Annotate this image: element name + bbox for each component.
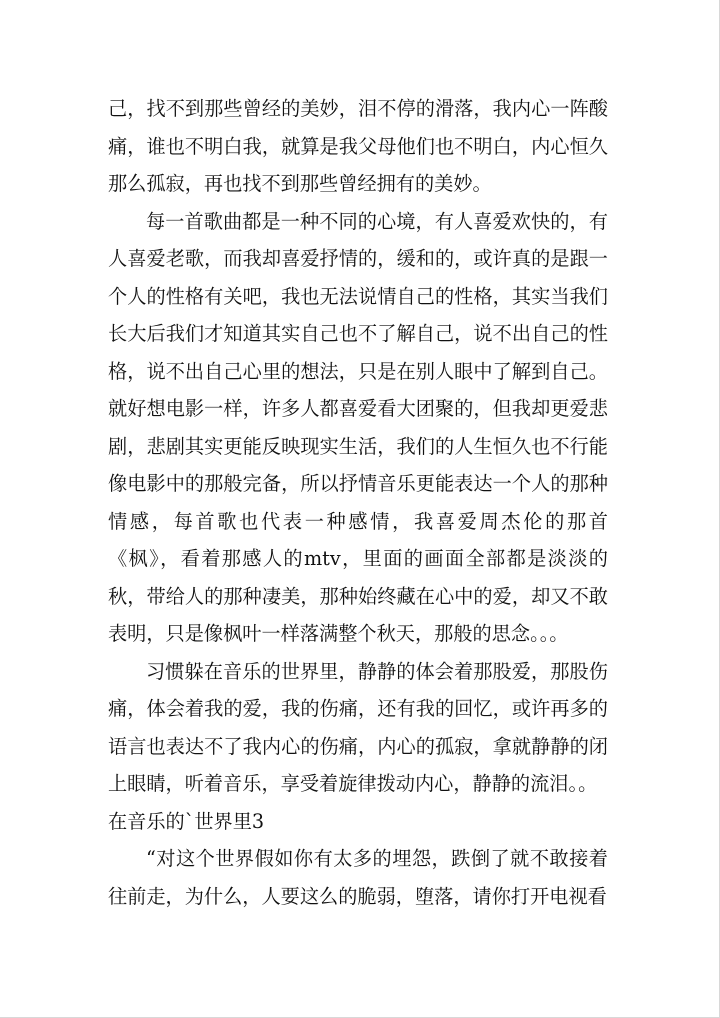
section-heading: 在音乐的`世界里3 — [108, 809, 265, 833]
document-body — [108, 90, 608, 915]
paragraph-quote: “对这个世界假如你有太多的埋怨，跌倒了就不敢接着往前走，为什么，人要这么的脆弱，堕落，请你打开电视看 — [108, 847, 608, 908]
paragraph-song-moods: 每一首歌曲都是一种不同的心境，有人喜爱欢快的，有人喜爱老歌，而我却喜爱抒情的，缓和的，或许真的是跟一个人的性格有关吧，我也无法说情自己的性格，其实当我们长大后我们才知道其实自己也不了解自己，说不出自己的性格，说不出自己心里的想法，只是在别人眼中了解到自己。就好想电影一样，许多人都喜爱看大团聚的，但我却更爱悲剧，悲剧其实更能反映现实生活，我们的人生恒久也不行能像电影中的那般完备，所以抒情音乐更能表达一个人的那种情感，每首歌也代表一种感情，我喜爱周杰伦的那首《枫》，看着那感人的mtv，里面的画面全部都是淡淡的秋，带给人的那种凄美，那种始终藏在心中的爱，却又不敢表明，只是像枫叶一样落满整个秋天，那般的思念。。。 — [108, 209, 608, 645]
paragraph-music-world: 习惯躲在音乐的世界里，静静的体会着那股爱，那股伤痛，体会着我的爱，我的伤痛，还有我的回忆，或许再多的语言也表达不了我内心的伤痛，内心的孤寂，拿就静静的闭上眼睛，听着音乐，享受着旋律拨动内心，静静的流泪。。 — [108, 659, 608, 795]
paragraph-continuation: 己，找不到那些曾经的美妙，泪不停的滑落，我内心一阵酸痛，谁也不明白我，就算是我父母他们也不明白，内心恒久那么孤寂，再也找不到那些曾经拥有的美妙。 — [108, 97, 608, 195]
